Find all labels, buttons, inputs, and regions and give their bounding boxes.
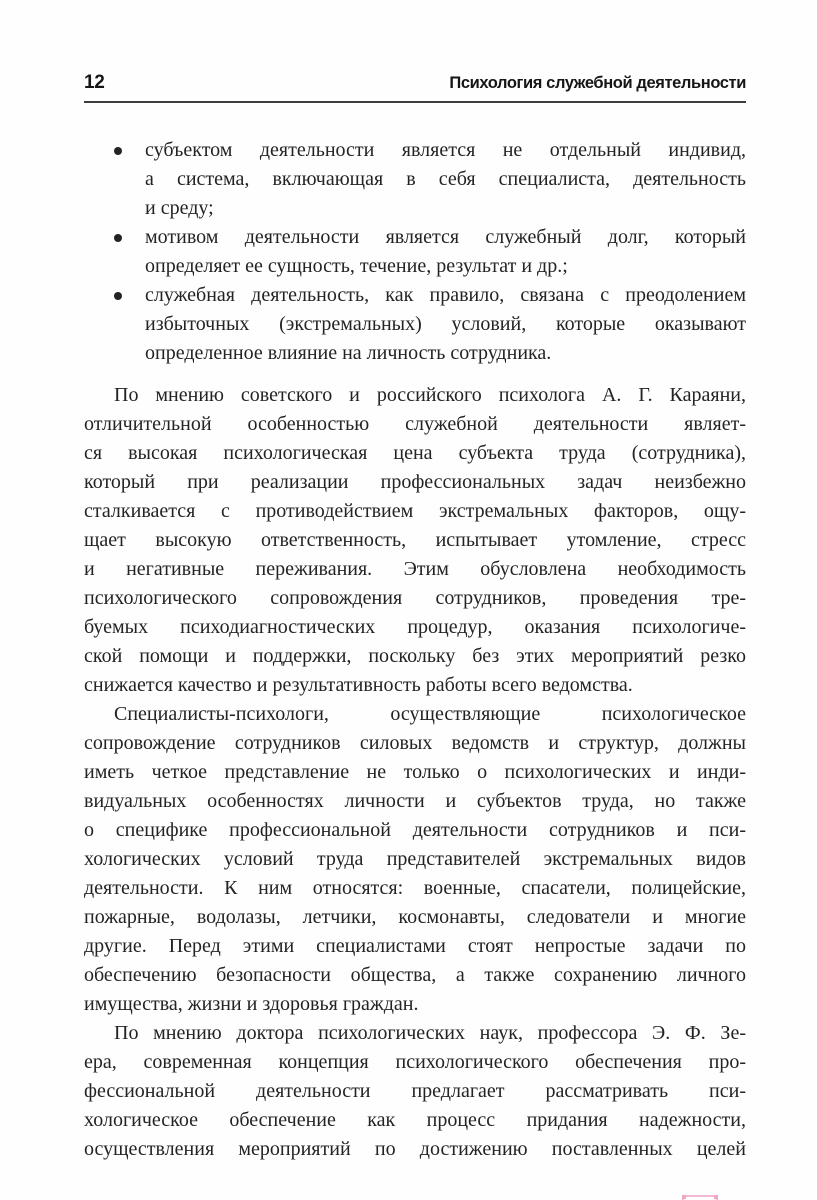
list-item <box>84 136 746 223</box>
running-title: Психология служебной деятельности <box>449 74 746 92</box>
text-block <box>84 136 746 1164</box>
text-line: По мнению доктора психологических наук, профессора Э. Ф. Зе- <box>114 1022 746 1044</box>
text-line: сопровождение сотрудников силовых ведомств и структур, должны <box>84 732 746 754</box>
text-line: осуществления мероприятий по достижению поставленных целей <box>84 1138 746 1160</box>
text-line: обеспечению безопасности общества, а также сохранению личного <box>84 964 746 986</box>
pink-marker-fragment <box>682 1195 718 1200</box>
text-line: Специалисты-психологи, осуществляющие психологическое <box>114 703 746 725</box>
list-item-text <box>84 223 746 281</box>
text-line: другие. Перед этими специалистами стоят непростые задачи по <box>84 935 746 957</box>
text-line: ся высокая психологическая цена субъекта труда (сотрудника), <box>84 442 746 464</box>
text-line: о специфике профессиональной деятельности сотрудников и пси- <box>84 819 746 841</box>
list-item <box>84 223 746 281</box>
text-line: иметь четкое представление не только о психологических и инди- <box>84 761 746 783</box>
list-item <box>84 281 746 368</box>
text-line: видуальных особенностях личности и субъектов труда, но также <box>84 790 746 812</box>
text-line: щает высокую ответственность, испытывает утомление, стресс <box>84 529 746 551</box>
page-number: 12 <box>84 72 105 93</box>
text-line: избыточных (экстремальных) условий, которые оказывают <box>145 313 746 335</box>
text-line: служебная деятельность, как правило, связана с преодолением <box>145 284 746 306</box>
text-line: По мнению советского и российского психолога А. Г. Караяни, <box>114 384 746 406</box>
list-item-text <box>84 136 746 223</box>
bullet-icon <box>114 234 122 242</box>
text-line: субъектом деятельности является не отдельный индивид, <box>145 139 746 161</box>
text-line: фессиональной деятельности предлагает рассматривать пси- <box>84 1080 746 1102</box>
text-line: буемых психодиагностических процедур, оказания психологиче- <box>84 616 746 638</box>
text-line: хологических условий труда представителей экстремальных видов <box>84 848 746 870</box>
text-line: хологическое обеспечение как процесс придания надежности, <box>84 1109 746 1131</box>
text-line: определяет ее сущность, течение, результат и др.; <box>145 255 568 277</box>
text-line: мотивом деятельности является служебный долг, который <box>145 226 746 248</box>
paragraph <box>84 381 746 700</box>
text-line: отличительной особенностью служебной деятельности являет- <box>84 413 746 435</box>
text-line: снижается качество и результативность работы всего ведомства. <box>84 674 633 696</box>
bullet-icon <box>114 147 122 155</box>
list-item-text <box>84 281 746 368</box>
text-line: а система, включающая в себя специалиста, деятельность <box>145 168 746 190</box>
text-line: деятельности. К ним относятся: военные, спасатели, полицейские, <box>84 877 746 899</box>
text-line: ера, современная концепция психологического обеспечения про- <box>84 1051 746 1073</box>
bullet-icon <box>114 292 122 300</box>
text-line: и среду; <box>145 197 214 219</box>
paragraph <box>84 700 746 1019</box>
text-line: психологического сопровождения сотрудников, проведения тре- <box>84 587 746 609</box>
text-line: который при реализации профессиональных задач неизбежно <box>84 471 746 493</box>
text-line: ской помощи и поддержки, поскольку без этих мероприятий резко <box>84 645 746 667</box>
paragraph <box>84 1019 746 1164</box>
text-line: и негативные переживания. Этим обусловлена необходимость <box>84 558 746 580</box>
text-line: имущества, жизни и здоровья граждан. <box>84 993 419 1015</box>
text-line: сталкивается с противодействием экстремальных факторов, ощу- <box>84 500 746 522</box>
page-header <box>84 72 746 103</box>
text-line: пожарные, водолазы, летчики, космонавты, следователи и многие <box>84 906 746 928</box>
bullet-list <box>84 136 746 368</box>
text-line: определенное влияние на личность сотрудника. <box>145 342 552 364</box>
